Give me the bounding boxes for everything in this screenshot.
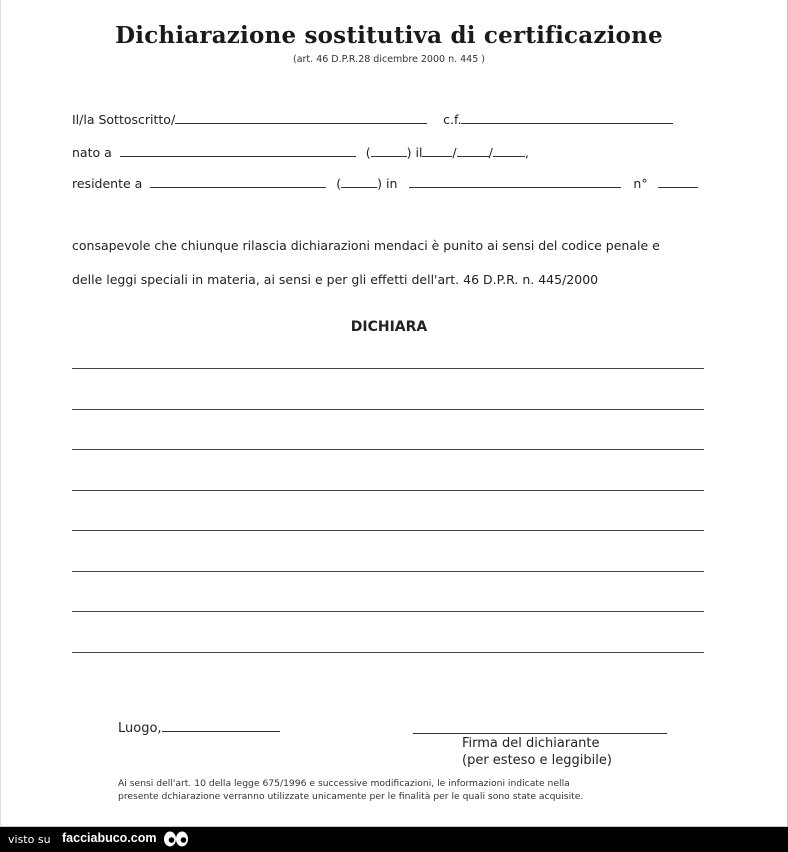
declaration-line[interactable] [72, 572, 704, 613]
declaration-line[interactable] [72, 491, 704, 532]
declaration-line[interactable] [72, 612, 704, 653]
date-sep-2: / [488, 145, 493, 160]
document-subtitle: (art. 46 D.P.R.28 dicembre 2000 n. 445 ) [293, 54, 485, 65]
residente-row [72, 176, 698, 191]
birth-month-field[interactable] [457, 145, 489, 157]
cf-field[interactable] [461, 112, 673, 124]
numero-field[interactable] [658, 176, 698, 188]
luogo-row [118, 720, 280, 736]
paragraph-line-1: consapevole che chiunque rilascia dichiarazioni mendaci è punito ai sensi del codice penale e [72, 238, 660, 253]
luogo-label: Luogo, [118, 721, 162, 736]
res-street-field[interactable] [409, 176, 621, 188]
declaration-line[interactable] [72, 531, 704, 572]
signature-label: Firma del dichiarante [462, 736, 600, 751]
declaration-line[interactable] [72, 450, 704, 491]
nato-prov-open: ( [365, 145, 371, 160]
watermark-prefix: visto su [8, 833, 51, 846]
paragraph-line-2: delle leggi speciali in materia, ai sensi e per gli effetti dell'art. 46 D.P.R. n. 445/2000 [72, 272, 599, 287]
footnote-line-2: presente dchiarazione verranno utilizzate unicamente per le finalità per le quali sono state acquisite. [118, 791, 584, 802]
res-prov-close: ) in [377, 176, 398, 191]
signature-field[interactable] [413, 733, 667, 734]
cf-label: c.f. [443, 112, 462, 127]
res-prov-open: ( [336, 176, 342, 191]
nato-row [72, 145, 529, 160]
watermark-bar [0, 827, 788, 852]
nato-prov-close: ) il [406, 145, 423, 160]
nato-city-field[interactable] [120, 145, 356, 157]
declaration-line[interactable] [72, 410, 704, 451]
res-prov-field[interactable] [341, 176, 377, 188]
nato-prov-field[interactable] [371, 145, 407, 157]
numero-label: n° [633, 176, 648, 191]
dichiara-heading: DICHIARA [350, 319, 428, 335]
birth-day-field[interactable] [422, 145, 452, 157]
nato-label: nato a [72, 145, 112, 160]
sottoscritto-row [72, 112, 673, 127]
eyes-icon [163, 830, 189, 848]
watermark-brand[interactable]: facciabuco.com [62, 831, 157, 845]
privacy-footnote [118, 777, 678, 803]
luogo-field[interactable] [162, 720, 280, 732]
declaration-line[interactable] [72, 369, 704, 410]
sottoscritto-field[interactable] [175, 112, 427, 124]
date-sep-1: / [452, 145, 457, 160]
document-title: Dichiarazione sostitutiva di certificazione [115, 22, 663, 49]
residente-city-field[interactable] [150, 176, 326, 188]
birth-year-field[interactable] [493, 145, 525, 157]
signature-sublabel: (per esteso e leggibile) [462, 753, 612, 768]
date-end: , [524, 145, 529, 160]
declaration-lines [72, 368, 704, 653]
residente-label: residente a [72, 176, 143, 191]
sottoscritto-label: Il/la Sottoscritto/ [72, 112, 176, 127]
footnote-line-1: Ai sensi dell'art. 10 della legge 675/1996 e successive modificazioni, le informazioni indicate nella [118, 778, 570, 789]
